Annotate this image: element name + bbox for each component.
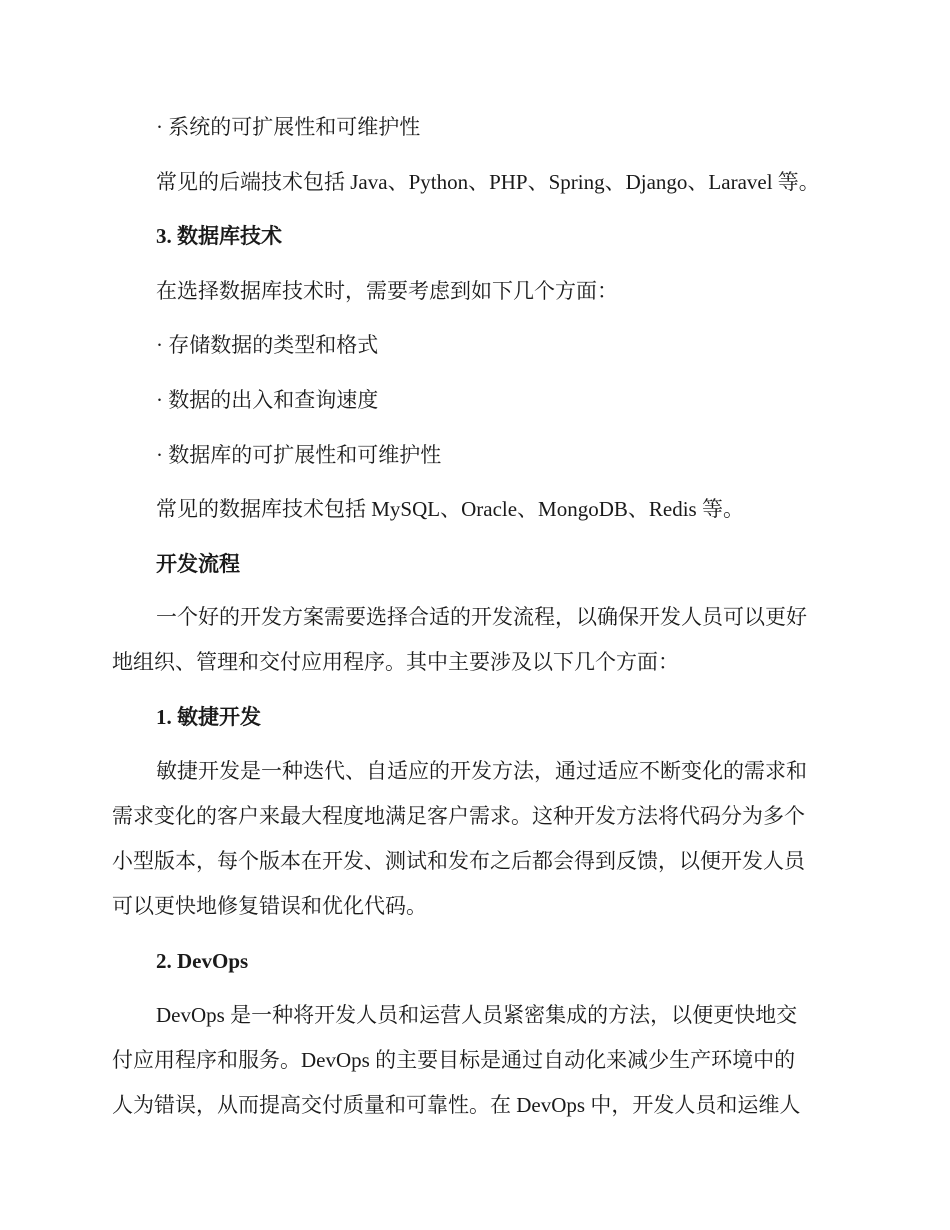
paragraph-line: 地组织、管理和交付应用程序。其中主要涉及以下几个方面：	[112, 650, 679, 675]
paragraph-line: 一个好的开发方案需要选择合适的开发流程，以确保开发人员可以更好	[156, 605, 807, 630]
paragraph-line: 人为错误，从而提高交付质量和可靠性。在 DevOps 中，开发人员和运维人	[112, 1092, 801, 1117]
paragraph-line: 小型版本，每个版本在开发、测试和发布之后都会得到反馈，以便开发人员	[112, 848, 805, 873]
bullet-item: · 系统的可扩展性和可维护性	[156, 115, 421, 139]
bullet-item: · 数据库的可扩展性和可维护性	[156, 442, 442, 467]
backend-summary: 常见的后端技术包括 Java、Python、PHP、Spring、Django、Laravel 等。	[156, 169, 820, 194]
database-summary: 常见的数据库技术包括 MySQL、Oracle、MongoDB、Redis 等。	[156, 497, 744, 522]
agile-paragraph	[112, 749, 834, 929]
document-body	[112, 104, 834, 1137]
section-heading-database: 3. 数据库技术	[156, 224, 282, 249]
paragraph-line: 敏捷开发是一种迭代、自适应的开发方法，通过适应不断变化的需求和	[156, 758, 807, 783]
paragraph-line: DevOps 是一种将开发人员和运营人员紧密集成的方法，以便更快地交	[156, 1002, 798, 1027]
subsection-heading-devops: 2. DevOps	[156, 948, 249, 973]
bullet-item: · 存储数据的类型和格式	[156, 333, 379, 358]
section-heading-process: 开发流程	[156, 551, 240, 576]
database-intro: 在选择数据库技术时，需要考虑到如下几个方面：	[156, 278, 618, 303]
bullet-item: · 数据的出入和查询速度	[156, 387, 379, 412]
paragraph-line: 需求变化的客户来最大程度地满足客户需求。这种开发方法将代码分为多个	[112, 803, 805, 828]
subsection-heading-agile: 1. 敏捷开发	[156, 705, 261, 730]
process-intro-paragraph	[112, 595, 834, 685]
paragraph-line: 可以更快地修复错误和优化代码。	[112, 893, 427, 918]
paragraph-line: 付应用程序和服务。DevOps 的主要目标是通过自动化来减少生产环境中的	[112, 1047, 796, 1072]
devops-paragraph	[112, 993, 834, 1128]
